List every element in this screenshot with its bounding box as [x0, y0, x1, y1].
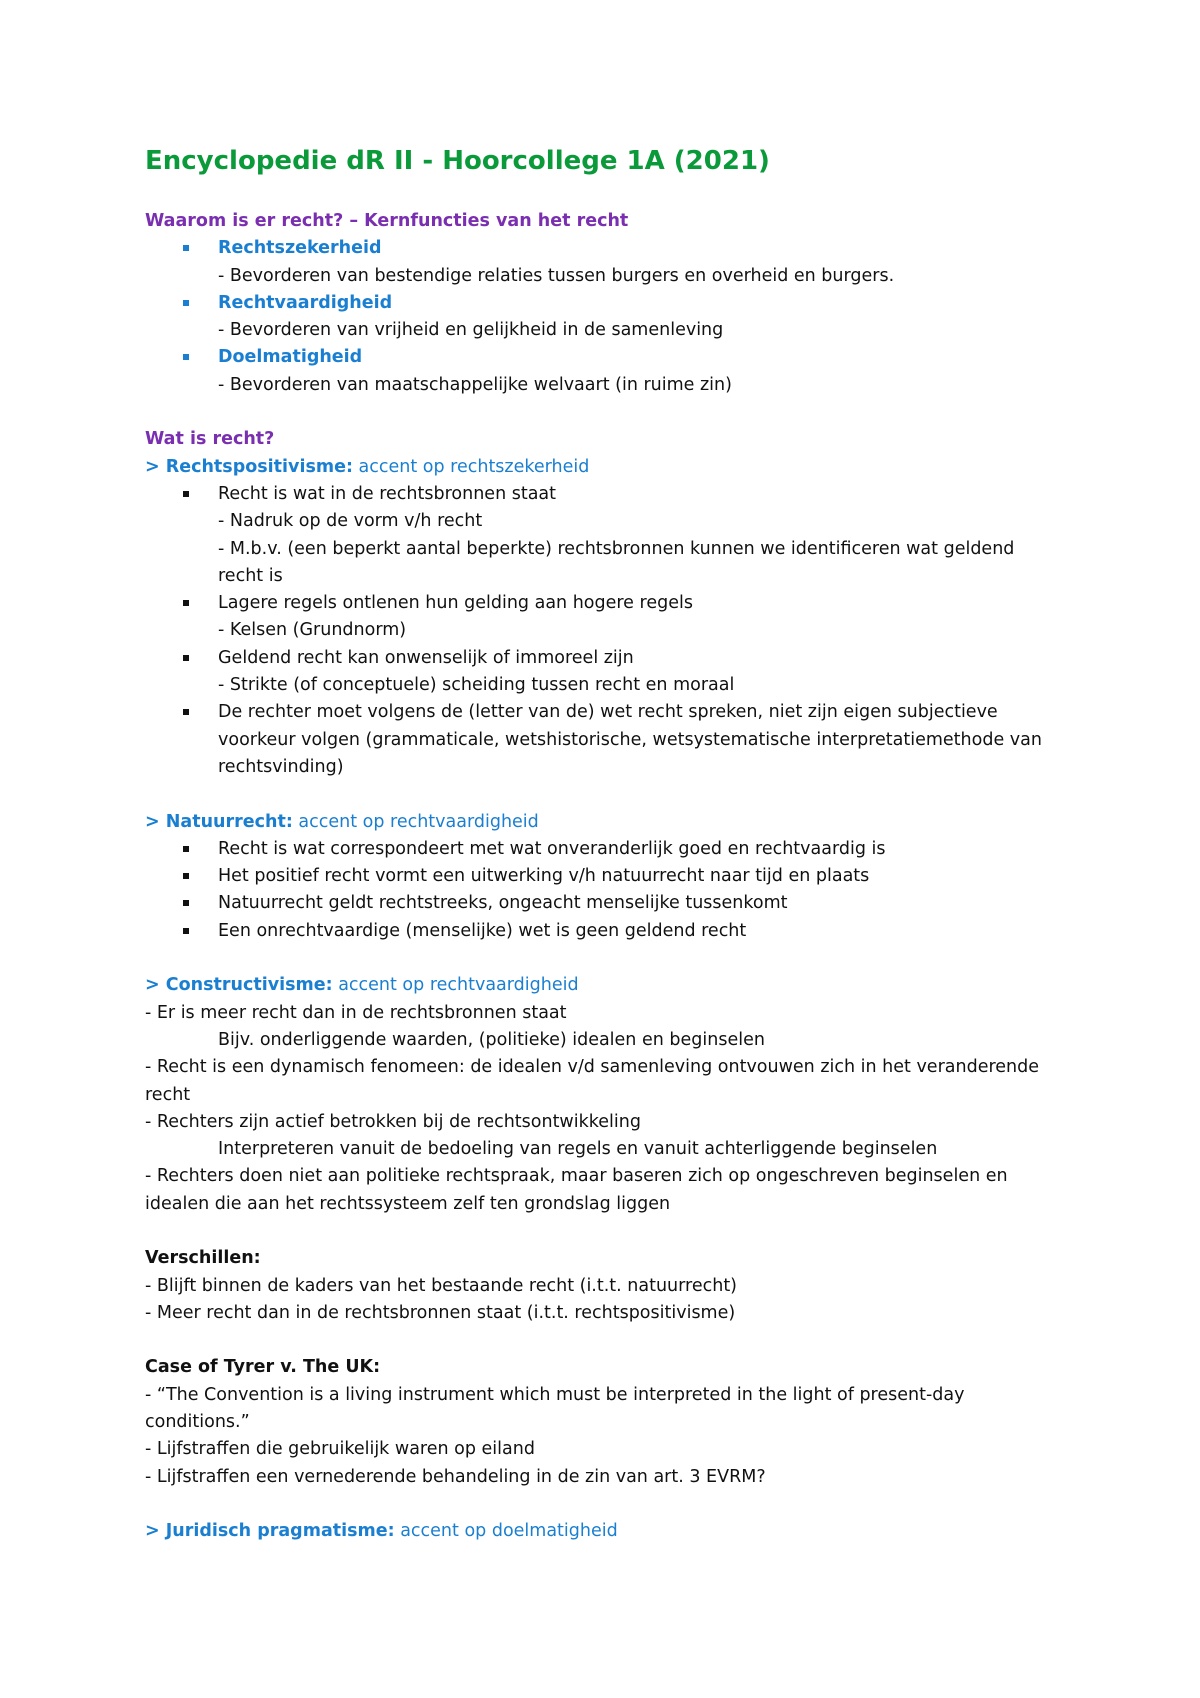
- page-title: Encyclopedie dR II - Hoorcollege 1A (2021): [145, 146, 770, 176]
- list-item: De rechter moet volgens de (letter van de) wet recht spreken, niet zijn eigen subjectieve: [145, 699, 1085, 726]
- text-line: - Lijfstraffen die gebruikelijk waren op eiland: [145, 1439, 535, 1460]
- text-line: Bijv. onderliggende waarden, (politieke) idealen en beginselen: [218, 1029, 765, 1050]
- bullet-square-icon: [183, 354, 189, 360]
- text-line: - Rechters doen niet aan politieke rechtspraak, maar baseren zich op ongeschreven beginselen en: [145, 1166, 1008, 1187]
- bullet-square-icon: [183, 846, 189, 852]
- bullet-square-icon: [183, 491, 189, 497]
- list-item-desc: voorkeur volgen (grammaticale, wetshistorische, wetsystematische interpretatiemethode van: [218, 729, 1042, 750]
- list-item-desc: recht is: [218, 565, 283, 586]
- text-line: - Lijfstraffen een vernederende behandeling in de zin van art. 3 EVRM?: [145, 1466, 766, 1487]
- text-line: conditions.”: [145, 1412, 250, 1433]
- list-item: Doelmatigheid: [145, 344, 1085, 371]
- list-item: Recht is wat correspondeert met wat onveranderlijk goed en rechtvaardig is: [145, 836, 1085, 863]
- list-item: Recht is wat in de rechtsbronnen staat: [145, 481, 1085, 508]
- list-item: Rechtvaardigheid: [145, 290, 1085, 317]
- text-line: - Meer recht dan in de rechtsbronnen staat (i.t.t. rechtspositivisme): [145, 1302, 736, 1323]
- list-item-desc: - Bevorderen van vrijheid en gelijkheid in de samenleving: [218, 320, 724, 341]
- text-line: recht: [145, 1084, 191, 1105]
- section-heading-verschillen: Verschillen:: [145, 1248, 261, 1269]
- list-item: Het positief recht vormt een uitwerking v/h natuurrecht naar tijd en plaats: [145, 863, 1085, 890]
- list-item: Geldend recht kan onwenselijk of immoreel zijn: [145, 645, 1085, 672]
- subheading-natuurrecht: > Natuurrecht: accent op rechtvaardigheid: [145, 811, 539, 832]
- list-item-desc: - Kelsen (Grundnorm): [218, 620, 407, 641]
- subheading-rechtspositivisme: > Rechtspositivisme: accent op rechtszekerheid: [145, 456, 590, 477]
- list-item: Natuurrecht geldt rechtstreeks, ongeacht menselijke tussenkomt: [145, 890, 1085, 917]
- list-item-desc: rechtsvinding): [218, 756, 344, 777]
- subheading-constructivisme: > Constructivisme: accent op rechtvaardigheid: [145, 975, 579, 996]
- list-item-desc: - M.b.v. (een beperkt aantal beperkte) rechtsbronnen kunnen we identificeren wat geldend: [218, 538, 1015, 559]
- text-line: - Blijft binnen de kaders van het bestaande recht (i.t.t. natuurrecht): [145, 1275, 738, 1296]
- subheading-juridisch-pragmatisme: > Juridisch pragmatisme: accent op doelmatigheid: [145, 1521, 618, 1542]
- list-item-desc: - Strikte (of conceptuele) scheiding tussen recht en moraal: [218, 675, 735, 696]
- text-line: - Recht is een dynamisch fenomeen: de idealen v/d samenleving ontvouwen zich in het veranderende: [145, 1057, 1040, 1078]
- bullet-square-icon: [183, 600, 189, 606]
- text-line: - “The Convention is a living instrument which must be interpreted in the light of present-day: [145, 1384, 965, 1405]
- list-item-desc: - Nadruk op de vorm v/h recht: [218, 511, 483, 532]
- list-item: Rechtszekerheid: [145, 235, 1085, 262]
- list-item: Lagere regels ontlenen hun gelding aan hogere regels: [145, 590, 1085, 617]
- document-body: [145, 208, 1085, 1546]
- bullet-square-icon: [183, 928, 189, 934]
- bullet-square-icon: [183, 900, 189, 906]
- bullet-square-icon: [183, 873, 189, 879]
- list-item: Een onrechtvaardige (menselijke) wet is geen geldend recht: [145, 918, 1085, 945]
- bullet-square-icon: [183, 709, 189, 715]
- text-line: idealen die aan het rechtssysteem zelf ten grondslag liggen: [145, 1193, 671, 1214]
- list-item-desc: - Bevorderen van maatschappelijke welvaart (in ruime zin): [218, 374, 732, 395]
- text-line: - Er is meer recht dan in de rechtsbronnen staat: [145, 1002, 567, 1023]
- text-line: - Rechters zijn actief betrokken bij de rechtsontwikkeling: [145, 1111, 641, 1132]
- section-heading-case-tyrer: Case of Tyrer v. The UK:: [145, 1357, 381, 1378]
- bullet-square-icon: [183, 245, 189, 251]
- bullet-square-icon: [183, 655, 189, 661]
- text-line: Interpreteren vanuit de bedoeling van regels en vanuit achterliggende beginselen: [218, 1139, 938, 1160]
- bullet-square-icon: [183, 300, 189, 306]
- list-item-desc: - Bevorderen van bestendige relaties tussen burgers en overheid en burgers.: [218, 265, 895, 286]
- section-heading-kernfuncties: Waarom is er recht? – Kernfuncties van het recht: [145, 211, 629, 231]
- section-heading-wat-is-recht: Wat is recht?: [145, 429, 275, 450]
